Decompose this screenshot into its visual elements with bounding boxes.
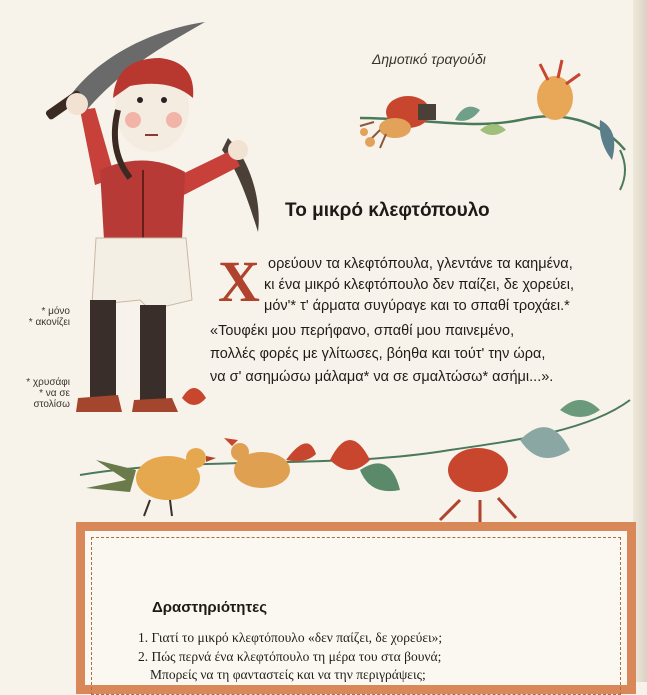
poem-line: να σ' ασημώσω μάλαμα* να σε σμαλτώσω* ασήμι...». (210, 369, 554, 385)
footnote-line: * να σε (39, 388, 70, 399)
footnote-2 (0, 377, 70, 410)
poem-line: μόν'* τ' άρματα συγύραγε και το σπαθί τροχάει.* (264, 298, 570, 314)
poem-line: «Τουφέκι μου περήφανο, σπαθί μου παινεμένο, (210, 323, 515, 339)
activity-item: 2. Πώς περνά ένα κλεφτόπουλο τη μέρα του στα βουνά; (138, 649, 442, 664)
poem-title: Το μικρό κλεφτόπουλο (285, 200, 490, 221)
footnote-1 (0, 306, 70, 328)
activity-item: 1. Γιατί το μικρό κλεφτόπουλο «δεν παίζει, δε χορεύει»; (138, 630, 443, 645)
activities-title: Δραστηριότητες (152, 599, 268, 616)
song-type-label: Δημοτικό τραγούδι (372, 51, 486, 67)
drop-cap: Χ (218, 249, 260, 314)
poem-line: κι ένα μικρό κλεφτόπουλο δεν παίζει, δε χορεύει, (264, 277, 575, 293)
footnote-line: * χρυσάφι (26, 377, 70, 388)
footnote-line: * μόνο (41, 306, 70, 317)
footnote-line: * ακονίζει (28, 317, 70, 328)
activity-item: Μπορείς να τη φανταστείς και να την περιγράψεις; (150, 667, 426, 682)
footnote-line: στολίσω (33, 399, 70, 410)
poem-line: ορεύουν τα κλεφτόπουλα, γλεντάνε τα καημένα, (268, 256, 573, 272)
flower-branch-top (360, 60, 625, 190)
poem-line: πολλές φορές με γλίτωσες, βόηθα και τούτ' την ώρα, (210, 346, 546, 362)
